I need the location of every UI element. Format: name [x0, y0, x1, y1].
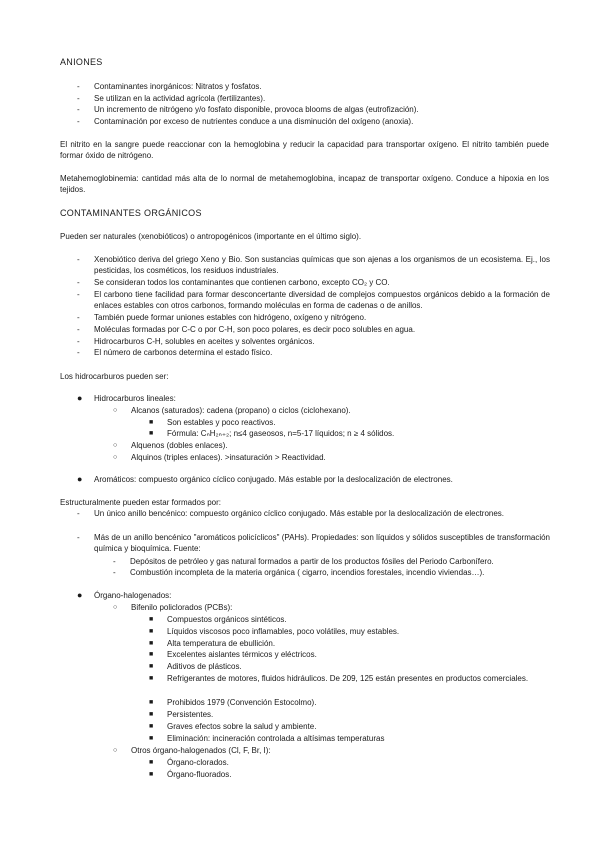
pcb-item: Persistentes. — [167, 710, 214, 719]
alquenos-item: Alquenos (dobles enlaces). — [131, 441, 228, 450]
paragraph-metahemoglobinemia: Metahemoglobinemia: cantidad más alta de lo normal de metahemoglobina, incapaz de transportar oxígeno. Conduce a hipoxia en los tejidos. — [60, 174, 549, 194]
dash-bullet: - — [77, 290, 80, 299]
organicos-item: Xenobiótico deriva del griego Xeno y Bio. Son sustancias químicas que son ajenas a los organismos de un ecosistema. Ej., los pesticidas, los cosméticos, los residuos industriales. — [94, 255, 550, 275]
aromaticos-item: Aromáticos: compuesto orgánico cíclico conjugado. Más estable por la deslocalización de electrones. — [94, 475, 453, 484]
organicos-item: Hidrocarburos C-H, solubles en aceites y solventes orgánicos. — [94, 337, 315, 346]
pcb-item: Excelentes aislantes térmicos y eléctricos. — [167, 650, 317, 659]
organicos-item: Se consideran todos los contaminantes que contienen carbono, excepto CO₂ y CO. — [94, 278, 390, 287]
aniones-item: Se utilizan en la actividad agrícola (fertilizantes). — [94, 94, 266, 103]
bullet-square: ■ — [149, 699, 154, 706]
bullet-square: ■ — [149, 771, 154, 778]
pcb-item: Aditivos de plásticos. — [167, 662, 242, 671]
fuente-item: Combustión incompleta de la materia orgánica ( cigarro, incendios forestales, incendio viviendas…). — [130, 568, 485, 577]
bullet-dot: ● — [77, 474, 83, 484]
estructural-intro: Estructuralmente pueden estar formados por: — [60, 498, 221, 507]
dash-bullet: - — [77, 105, 80, 114]
dash-bullet: - — [77, 117, 80, 126]
otros-item: Órgano-fluorados. — [167, 770, 232, 779]
bullet-circle: ○ — [113, 407, 118, 414]
bullet-square: ■ — [149, 616, 154, 623]
halogenados-title: Órgano-halogenados: — [94, 591, 172, 600]
dash-bullet: - — [113, 568, 116, 577]
bullet-square: ■ — [149, 651, 154, 658]
organicos-item: El carbono tiene facilidad para formar desconcertante diversidad de complejos compuestos orgánicos debido a la formación de enlaces estables con otros carbonos, formando moléculas en forma de cadenas o de anillos. — [94, 290, 550, 310]
pcb-item: Eliminación: incineración controlada a altísimas temperaturas — [167, 734, 385, 743]
pcb-title: Bifenilo policlorados (PCBs): — [131, 603, 233, 612]
aniones-item: Un incremento de nitrógeno y/o fosfato disponible, provoca blooms de algas (eutrofización). — [94, 105, 419, 114]
hidrocarburos-intro: Los hidrocarburos pueden ser: — [60, 372, 169, 381]
dash-bullet: - — [77, 337, 80, 346]
dash-bullet: - — [77, 509, 80, 518]
paragraph-nitrito: El nitrito en la sangre puede reaccionar con la hemoglobina y reducir la capacidad para transportar oxígeno. El nitrito también puede formar óxido de nitrógeno. — [60, 140, 549, 160]
alcanos-subitem-formula: Fórmula: CₙH₂ₙ₊₂; n≤4 gaseosos, n=5-17 líquidos; n ≥ 4 sólidos. — [167, 429, 395, 438]
organicos-item: El número de carbonos determina el estado físico. — [94, 348, 273, 357]
pcb-item: Prohibidos 1979 (Convención Estocolmo). — [167, 698, 317, 707]
pcb-item: Líquidos viscosos poco inflamables, poco volátiles, muy estables. — [167, 627, 400, 636]
bullet-square: ■ — [149, 759, 154, 766]
pcb-item: Compuestos orgánicos sintéticos. — [167, 615, 287, 624]
dash-bullet: - — [77, 313, 80, 322]
section-heading-aniones: ANIONES — [60, 57, 103, 67]
dash-bullet: - — [113, 557, 116, 566]
dash-bullet: - — [77, 278, 80, 287]
bullet-square: ■ — [149, 711, 154, 718]
pcb-item: Refrigerantes de motores, fluidos hidráulicos. De 209, 125 están presentes en productos comerciales. — [167, 674, 529, 683]
bullet-square: ■ — [149, 735, 154, 742]
alcanos-item: Alcanos (saturados): cadena (propano) o ciclos (ciclohexano). — [131, 406, 351, 415]
section-heading-organicos: CONTAMINANTES ORGÁNICOS — [60, 208, 202, 218]
aniones-item: Contaminación por exceso de nutrientes conduce a una disminución del oxígeno (anoxia). — [94, 117, 414, 126]
bullet-circle: ○ — [113, 747, 118, 754]
fuente-item: Depósitos de petróleo y gas natural formados a partir de los productos fósiles del Periodo Carbonífero. — [130, 557, 494, 566]
otros-title: Otros órgano-halogenados (Cl, F, Br, I): — [131, 746, 271, 755]
pcb-item: Alta temperatura de ebullición. — [167, 639, 276, 648]
estructural-item: Más de un anillo bencénico "aromáticos policíclicos" (PAHs). Propiedades: son líquidos y sólidos susceptibles de transformación química y bioquímica. Fuente: — [94, 533, 550, 553]
bullet-square: ■ — [149, 663, 154, 670]
bullet-square: ■ — [149, 419, 154, 426]
bullet-dot: ● — [77, 393, 83, 403]
hidrocarburos-lineales: Hidrocarburos lineales: — [94, 394, 176, 403]
alcanos-subitem: Son estables y poco reactivos. — [167, 418, 276, 427]
aniones-item: Contaminantes inorgánicos: Nitratos y fosfatos. — [94, 82, 262, 91]
dash-bullet: - — [77, 348, 80, 357]
bullet-square: ■ — [149, 675, 154, 682]
bullet-circle: ○ — [113, 442, 118, 449]
dash-bullet: - — [77, 255, 80, 264]
bullet-square: ■ — [149, 640, 154, 647]
otros-item: Órgano-clorados. — [167, 758, 229, 767]
bullet-dot: ● — [77, 590, 83, 600]
organicos-item: Moléculas formadas por C-C o por C-H, son poco polares, es decir poco solubles en agua. — [94, 325, 416, 334]
dash-bullet: - — [77, 94, 80, 103]
dash-bullet: - — [77, 325, 80, 334]
bullet-square: ■ — [149, 723, 154, 730]
bullet-circle: ○ — [113, 454, 118, 461]
dash-bullet: - — [77, 82, 80, 91]
bullet-square: ■ — [149, 628, 154, 635]
bullet-circle: ○ — [113, 604, 118, 611]
organicos-item: También puede formar uniones estables con hidrógeno, oxígeno y nitrógeno. — [94, 313, 367, 322]
bullet-square: ■ — [149, 430, 154, 437]
dash-bullet: - — [77, 533, 80, 542]
organicos-intro: Pueden ser naturales (xenobióticos) o antropogénicos (importante en el último siglo). — [60, 232, 362, 241]
pcb-item: Graves efectos sobre la salud y ambiente. — [167, 722, 317, 731]
alquinos-item: Alquinos (triples enlaces). >insaturación > Reactividad. — [131, 453, 326, 462]
estructural-item: Un único anillo bencénico: compuesto orgánico cíclico conjugado. Más estable por la deslocalización de electrones. — [94, 509, 505, 518]
